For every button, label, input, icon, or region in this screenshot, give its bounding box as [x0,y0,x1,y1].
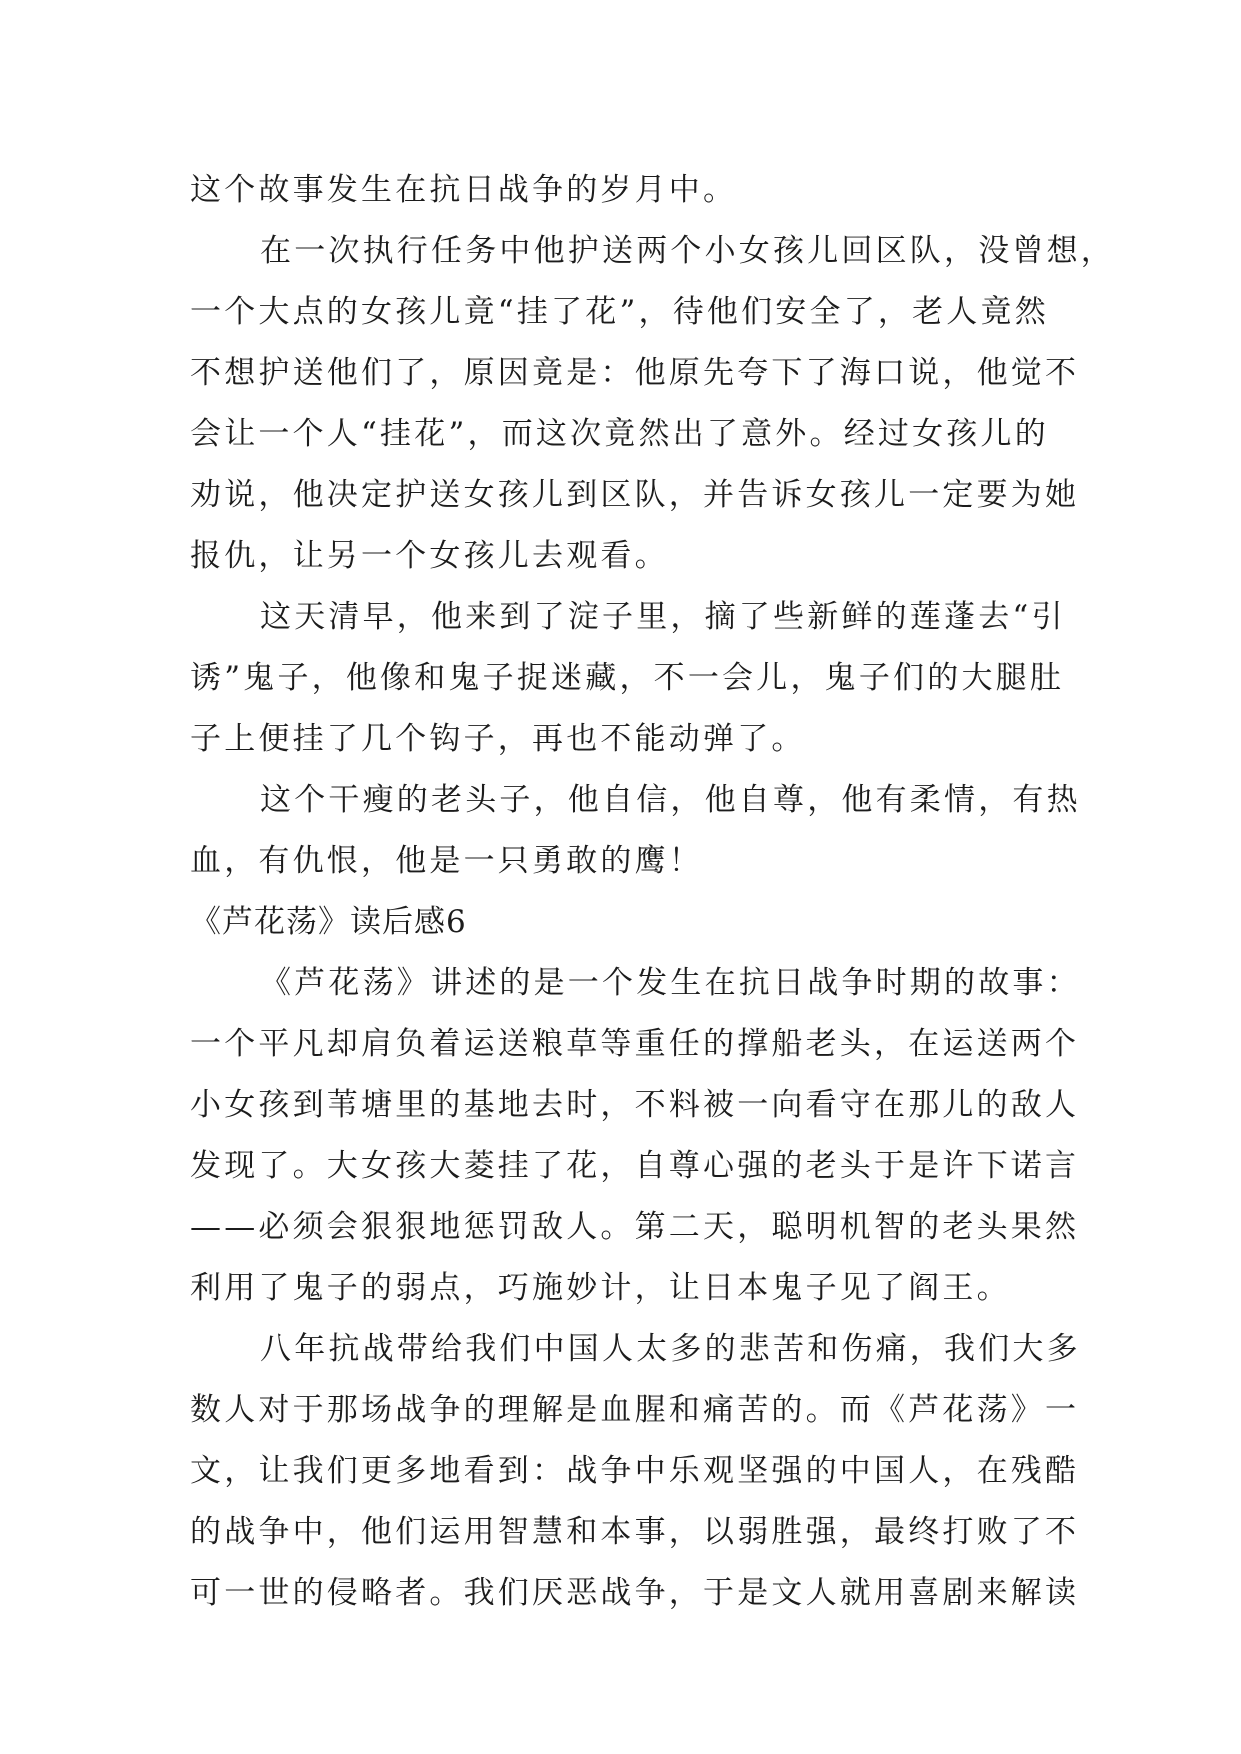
section-heading: 《芦花荡》读后感6 [190,904,467,940]
text-line: 一个平凡却肩负着运送粮草等重任的撑船老头，在运送两个 [190,1026,1080,1062]
text-line: ——必须会狠狠地惩罚敌人。第二天，聪明机智的老头果然 [190,1209,1080,1245]
text-line: 《芦花荡》讲述的是一个发生在抗日战争时期的故事： [260,965,1081,1001]
text-line: 数人对于那场战争的理解是血腥和痛苦的。而《芦花荡》一 [190,1392,1080,1428]
text-line: 八年抗战带给我们中国人太多的悲苦和伤痛，我们大多 [260,1331,1081,1367]
text-line: 的战争中，他们运用智慧和本事，以弱胜强，最终打败了不 [190,1514,1080,1550]
text-line: 诱”鬼子，他像和鬼子捉迷藏，不一会儿，鬼子们的大腿肚 [190,660,1065,696]
text-line: 劝说，他决定护送女孩儿到区队，并告诉女孩儿一定要为她 [190,477,1080,513]
text-line: 小女孩到苇塘里的基地去时，不料被一向看守在那儿的敌人 [190,1087,1080,1123]
document-body [190,160,1115,1624]
text-line: 这天清早，他来到了淀子里，摘了些新鲜的莲蓬去“引 [260,599,1066,635]
text-line: 不想护送他们了，原因竟是：他原先夸下了海口说，他觉不 [190,355,1080,391]
text-line: 这个故事发生在抗日战争的岁月中。 [190,172,738,208]
text-line: 可一世的侵略者。我们厌恶战争，于是文人就用喜剧来解读 [190,1575,1080,1611]
text-line: 这个干瘦的老头子，他自信，他自尊，他有柔情，有热 [260,782,1081,818]
text-line: 子上便挂了几个钩子，再也不能动弹了。 [190,721,806,757]
text-line: 血，有仇恨，他是一只勇敢的鹰！ [190,843,703,879]
text-line: 利用了鬼子的弱点，巧施妙计，让日本鬼子见了阎王。 [190,1270,1011,1306]
text-line: 在一次执行任务中他护送两个小女孩儿回区队，没曾想， [260,233,1115,269]
text-line: 报仇，让另一个女孩儿去观看。 [190,538,669,574]
text-line: 文，让我们更多地看到：战争中乐观坚强的中国人，在残酷 [190,1453,1080,1489]
text-line: 一个大点的女孩儿竟“挂了花”，待他们安全了，老人竟然 [190,294,1049,330]
text-line: 发现了。大女孩大菱挂了花，自尊心强的老头于是许下诺言 [190,1148,1080,1184]
text-line: 会让一个人“挂花”，而这次竟然出了意外。经过女孩儿的 [190,416,1049,452]
